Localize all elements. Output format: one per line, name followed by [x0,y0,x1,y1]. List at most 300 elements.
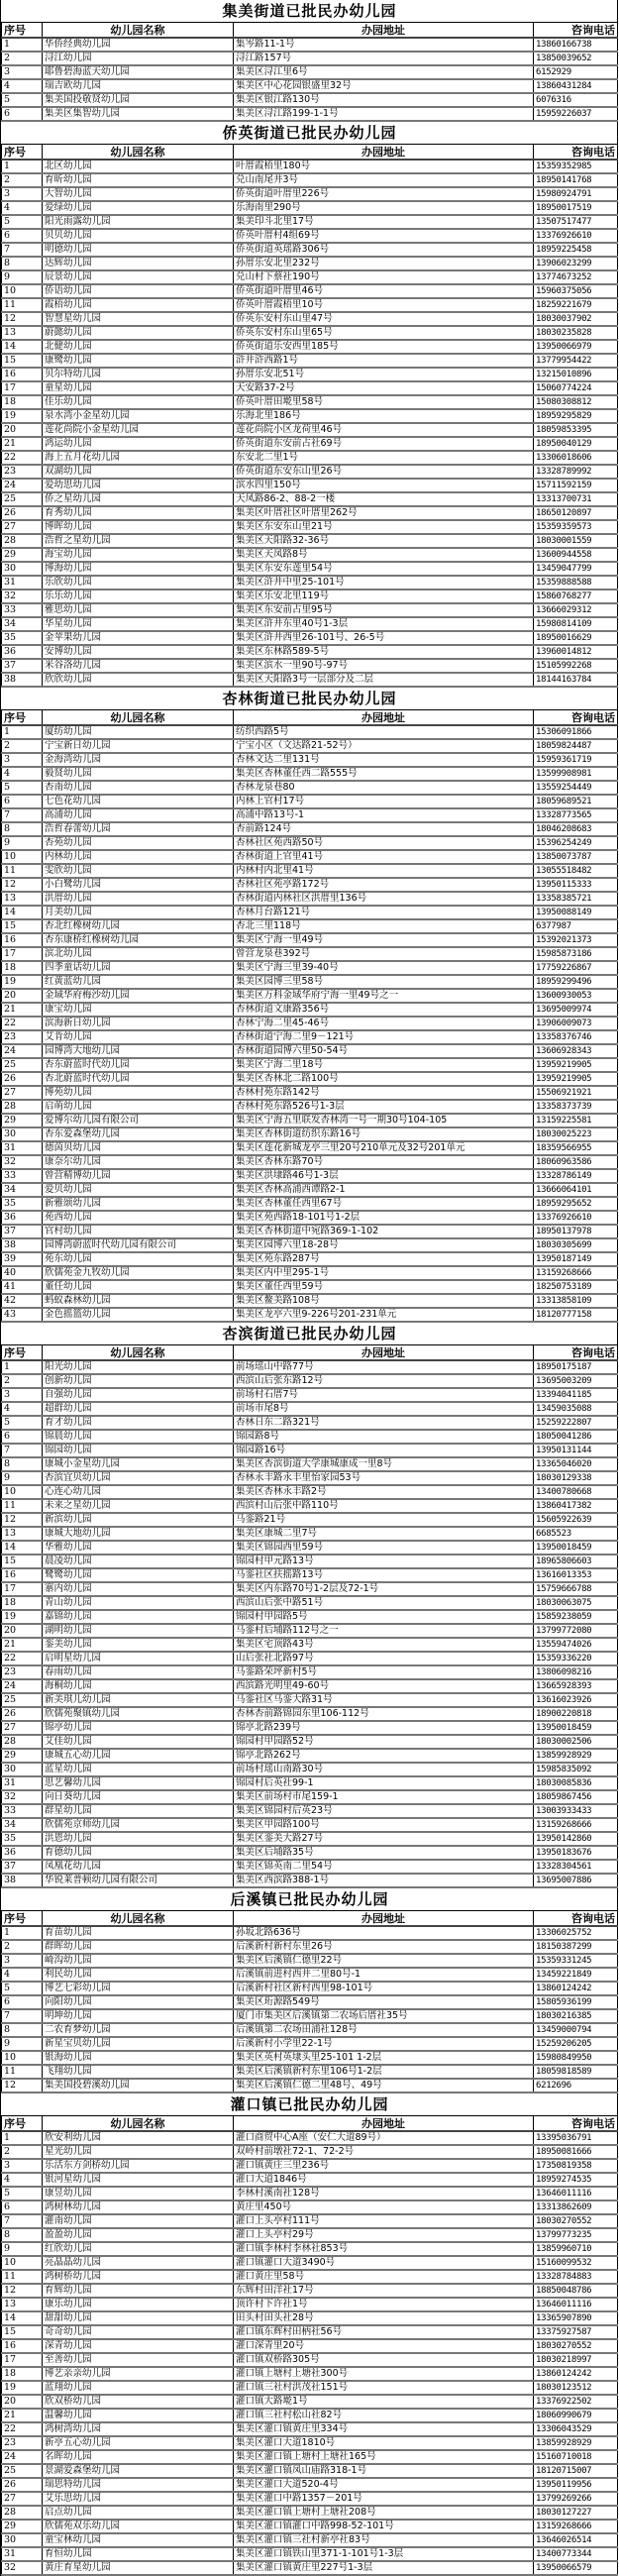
kindergarten-address: 杏林村苑东路142号 [234,1086,534,1100]
table-row [2,2079,618,2093]
table-row [2,257,618,270]
kindergarten-phone: 18030127227 [534,2506,618,2520]
kindergarten-name: 欣儒苑双乐幼儿园 [43,2520,234,2533]
kindergarten-phone: 13799772080 [534,1624,618,1638]
kindergarten-address: 集美区灌口镇黄庄里334号 [234,2422,534,2436]
row-number: 32 [2,1155,43,1169]
kindergarten-phone: 13779954422 [534,354,618,368]
table-row [2,1044,618,1058]
kindergarten-name: 蔚懿幼儿园 [43,326,234,340]
kindergarten-address: 灌口镇黄庄三里236号 [234,2159,534,2173]
kindergarten-phone: 13159225581 [534,1114,618,1127]
table-row [2,1638,618,1652]
kindergarten-address: 集美区叶厝社区叶厝里262号 [234,506,534,520]
kindergarten-address: 集美区乐安北里119号 [234,590,534,603]
kindergarten-address: 集美区浒井中里25-101号 [234,576,534,590]
kindergarten-address: 锦亭北路262号 [234,1749,534,1763]
table-row [2,2051,618,2065]
kindergarten-name: 浩哲之星幼儿园 [43,534,234,548]
kindergarten-name: 杏北蔚蓝时代幼儿园 [43,1072,234,1086]
table-row [2,919,618,933]
row-number: 5 [2,781,43,795]
section-table [1,2093,618,2576]
kindergarten-phone: 13616023926 [534,1693,618,1707]
table-row [2,437,618,451]
kindergarten-phone: 13859928929 [534,1749,618,1763]
kindergarten-name: 博晖幼儿园 [43,520,234,534]
table-row [2,975,618,989]
table-row [2,2173,618,2187]
row-number: 22 [2,451,43,465]
row-number: 3 [2,753,43,767]
kindergarten-phone: 13906009073 [534,1017,618,1030]
kindergarten-address: 集美区灌口镇上塘村上塘社208号 [234,2506,534,2520]
kindergarten-phone: 13358385721 [534,892,618,906]
row-number: 38 [2,1238,43,1252]
kindergarten-phone: 13159268666 [534,1818,618,1832]
kindergarten-address: 集美区苑东路287号 [234,1252,534,1266]
row-number: 14 [2,906,43,919]
kindergarten-address: 灌口镇上塘村上塘社300号 [234,2367,534,2381]
row-number: 9 [2,836,43,850]
table-row [2,107,618,121]
kindergarten-name: 洪恩幼儿园 [43,1832,234,1846]
kindergarten-name: 锦亭幼儿园 [43,1721,234,1735]
kindergarten-phone: 18959299496 [534,975,618,989]
kindergarten-name: 杏南幼儿园 [43,781,234,795]
kindergarten-phone: 15960375056 [534,284,618,298]
kindergarten-address: 孙厝乐安北里232号 [234,257,534,270]
kindergarten-phone: 13959219905 [534,1058,618,1072]
row-number: 3 [2,187,43,201]
kindergarten-phone: 13215010896 [534,368,618,381]
kindergarten-phone: 13459047799 [534,562,618,576]
section-title: 后溪镇已批民办幼儿园 [2,1888,618,1911]
row-number: 1 [2,725,43,739]
row-number: 14 [2,340,43,354]
kindergarten-name: 七色花幼儿园 [43,795,234,808]
kindergarten-phone: 18030235828 [534,326,618,340]
row-number: 30 [2,1127,43,1141]
kindergarten-phone: 18965806603 [534,1555,618,1568]
kindergarten-phone: 15160099532 [534,2256,618,2270]
kindergarten-phone: 13646026514 [534,2533,618,2547]
kindergarten-phone: 13003933433 [534,1804,618,1818]
kindergarten-address: 乐海南里290号 [234,201,534,215]
column-header-name: 幼儿园名称 [43,145,234,161]
table-row [2,1058,618,1072]
kindergarten-phone: 13950119956 [534,2478,618,2492]
kindergarten-address: 集美区灌口大道1810号 [234,2436,534,2450]
row-number: 6 [2,795,43,808]
table-row [2,2381,618,2395]
row-number: 15 [2,2325,43,2339]
kindergarten-name: 月美幼儿园 [43,906,234,919]
kindergarten-phone: 18060990679 [534,2409,618,2422]
kindergarten-name: 海宝幼儿园 [43,548,234,562]
kindergarten-address: 杏林街道宁海二里9－121号 [234,1030,534,1044]
kindergarten-address: 集美区杏林东路70号 [234,1155,534,1169]
kindergarten-address: 集美区灌口镇上塘村上塘社165号 [234,2450,534,2464]
kindergarten-phone: 13950187149 [534,1252,618,1266]
kindergarten-name: 鸿树湾幼儿园 [43,2422,234,2436]
table-row [2,270,618,284]
kindergarten-address: 马銮路21号 [234,1513,534,1527]
kindergarten-name: 金域华府梅沙幼儿园 [43,989,234,1003]
table-row [2,753,618,767]
row-number: 36 [2,645,43,659]
table-row [2,645,618,659]
row-number: 21 [2,1003,43,1017]
kindergarten-phone: 15759666788 [534,1582,618,1596]
kindergarten-name: 凤凰花幼儿园 [43,1860,234,1874]
table-row [2,1968,618,1982]
kindergarten-name: 智慧星幼儿园 [43,312,234,326]
kindergarten-address: 灌口上头亭村29号 [234,2228,534,2242]
section-table [1,122,618,688]
kindergarten-name: 达辉幼儿园 [43,257,234,270]
kindergarten-phone: 13606928343 [534,1044,618,1058]
table-row [2,243,618,257]
kindergarten-phone: 13400773344 [534,2547,618,2561]
row-number: 17 [2,1582,43,1596]
kindergarten-name: 育昕幼儿园 [43,173,234,187]
kindergarten-address: 集美区灌口中路1357－201号 [234,2492,534,2506]
kindergarten-address: 集美区后溪镇仁德里22号 [234,1954,534,1968]
kindergarten-phone: 18046208683 [534,822,618,836]
kindergarten-address: 前场市尾8号 [234,1402,534,1416]
table-row [2,1388,618,1402]
kindergarten-address: 集美区杏林街道中宛路369-1-102 [234,1225,534,1238]
kindergarten-address: 集美区宁海二里18号 [234,1058,534,1072]
row-number: 6 [2,107,43,121]
kindergarten-address: 杏林文达二里131号 [234,753,534,767]
kindergarten-address: 西滨山后张中路51号 [234,1596,534,1610]
table-row [2,2436,618,2450]
kindergarten-address: 高浦中路13号-1 [234,808,534,822]
table-row [2,933,618,947]
row-number: 18 [2,961,43,975]
section-table [1,1323,618,1888]
kindergarten-phone: 15985873186 [534,947,618,961]
table-row [2,2311,618,2325]
kindergarten-name: 二农育梦幼儿园 [43,2023,234,2037]
kindergarten-name: 集美国投敬贤幼儿园 [43,93,234,107]
row-number: 5 [2,1982,43,1995]
table-row [2,1665,618,1679]
table-row [2,2159,618,2173]
row-number: 21 [2,1638,43,1652]
section-title: 集美街道已批民办幼儿园 [2,0,618,23]
row-number: 7 [2,808,43,822]
kindergarten-address: 浔江路157号 [234,52,534,65]
row-number: 25 [2,2464,43,2478]
kindergarten-name: 启点幼儿园 [43,2506,234,2520]
kindergarten-phone: 18250753189 [534,1280,618,1294]
row-number: 28 [2,534,43,548]
table-row [2,2533,618,2547]
row-number: 7 [2,2214,43,2228]
row-number: 10 [2,2051,43,2065]
table-row [2,1860,618,1874]
kindergarten-address: 内林村内北里41号 [234,864,534,878]
kindergarten-phone: 18959274535 [534,2173,618,2187]
kindergarten-address: 杏林宁海二里45-46号 [234,1017,534,1030]
row-number: 26 [2,2478,43,2492]
kindergarten-phone: 15259222807 [534,1416,618,1430]
kindergarten-address: 杏林街道上官里41号 [234,850,534,864]
table-row [2,368,618,381]
table-row [2,229,618,243]
kindergarten-name: 爱贝幼儿园 [43,1183,234,1197]
row-number: 16 [2,933,43,947]
kindergarten-phone: 13306025752 [534,1926,618,1940]
kindergarten-phone: 13375927587 [534,2325,618,2339]
row-number: 37 [2,659,43,673]
row-number: 6 [2,2200,43,2214]
table-row [2,1238,618,1252]
table-row [2,2242,618,2256]
table-row [2,409,618,423]
kindergarten-address: 灌口镇双桥路305号 [234,2353,534,2367]
kindergarten-name: 阳光雨露幼儿园 [43,215,234,229]
table-row [2,1030,618,1044]
table-row [2,590,618,603]
kindergarten-name: 飞翔幼儿园 [43,2065,234,2079]
kindergarten-name: 爱博尔幼儿园有限公司 [43,1114,234,1127]
kindergarten-address: 集美区东安前占里95号 [234,603,534,617]
kindergarten-phone: 13774673252 [534,270,618,284]
row-number: 16 [2,2339,43,2353]
kindergarten-name: 贝贝幼儿园 [43,229,234,243]
column-header-address: 办园地址 [234,145,534,161]
row-number: 29 [2,548,43,562]
row-number: 4 [2,201,43,215]
kindergarten-phone: 13695003209 [534,1374,618,1388]
kindergarten-address: 集美区珩源路549号 [234,1995,534,2009]
table-row [2,767,618,781]
row-number: 39 [2,1252,43,1266]
kindergarten-name: 锦园幼儿园 [43,1444,234,1457]
kindergarten-name: 思艺馨幼儿园 [43,1776,234,1790]
kindergarten-address: 集美区浒井东里40号1-3层 [234,617,534,631]
table-row [2,340,618,354]
row-number: 13 [2,1527,43,1541]
row-number: 35 [2,631,43,645]
row-number: 19 [2,409,43,423]
row-number: 10 [2,850,43,864]
kindergarten-address: 叶厝霞梧里180号 [234,160,534,173]
kindergarten-phone: 18120777158 [534,1308,618,1322]
kindergarten-phone: 13365907890 [534,2311,618,2325]
table-row [2,781,618,795]
kindergarten-name: 自强幼儿园 [43,1388,234,1402]
kindergarten-phone: 15392021373 [534,933,618,947]
kindergarten-phone: 13799773235 [534,2228,618,2242]
kindergarten-address: 莲花尚院小区龙荷里46号 [234,423,534,437]
kindergarten-address: 侨英街道东安东山里26号 [234,465,534,479]
row-number: 4 [2,1968,43,1982]
row-number: 30 [2,562,43,576]
table-row [2,906,618,919]
column-header-no: 序号 [2,1911,43,1927]
kindergarten-address: 灌口深青里20号 [234,2339,534,2353]
kindergarten-phone: 6685523 [534,1527,618,1541]
row-number: 8 [2,2228,43,2242]
kindergarten-phone: 18059818589 [534,2065,618,2079]
row-number: 20 [2,423,43,437]
kindergarten-name: 康鹭幼儿园 [43,354,234,368]
kindergarten-phone: 13860124242 [534,1982,618,1995]
kindergarten-phone: 13313858109 [534,1294,618,1308]
kindergarten-phone: 13159268666 [534,2520,618,2533]
kindergarten-phone: 15396254249 [534,836,618,850]
kindergarten-address: 杏林永丰路永丰里怡家园53号 [234,1471,534,1485]
row-number: 8 [2,257,43,270]
kindergarten-name: 园博湾大地幼儿园 [43,1044,234,1058]
kindergarten-address: 杏林龙泉巷80 [234,781,534,795]
kindergarten-name: 小白鹭幼儿园 [43,878,234,892]
row-number: 5 [2,215,43,229]
table-row [2,79,618,93]
kindergarten-address: 杏林杏前路锦园东里106-112号 [234,1707,534,1721]
kindergarten-name: 春雨幼儿园 [43,1665,234,1679]
table-row [2,989,618,1003]
kindergarten-address: 杏林街道园博六里50-54号 [234,1044,534,1058]
kindergarten-name: 董任幼儿园 [43,1280,234,1294]
kindergarten-name: 瑞吉欧幼儿园 [43,79,234,93]
row-number: 28 [2,2506,43,2520]
table-row [2,2492,618,2506]
kindergarten-name: 超群幼儿园 [43,1402,234,1416]
kindergarten-address: 马銮社区马銮大路31号 [234,1693,534,1707]
row-number: 4 [2,2173,43,2187]
kindergarten-name: 官村幼儿园 [43,1225,234,1238]
column-header-no: 序号 [2,23,43,39]
kindergarten-name: 宁宝新日幼儿园 [43,739,234,753]
kindergarten-address: 孙厝乐安北51号 [234,368,534,381]
row-number: 35 [2,1197,43,1211]
kindergarten-name: 艾佳幼儿园 [43,1735,234,1749]
row-number: 35 [2,1832,43,1846]
kindergarten-address: 集美区宁海三里39-40号 [234,961,534,975]
table-row [2,1402,618,1416]
row-number: 14 [2,2311,43,2325]
kindergarten-name: 瑞思特幼儿园 [43,2478,234,2492]
row-number: 42 [2,1294,43,1308]
kindergarten-address: 集美区宅顶路43号 [234,1638,534,1652]
row-number: 17 [2,947,43,961]
kindergarten-address: 集美区杏林董任西里67号 [234,1197,534,1211]
row-number: 22 [2,2422,43,2436]
row-number: 1 [2,160,43,173]
kindergarten-phone: 13960014812 [534,645,618,659]
kindergarten-name: 华锐莱普顿幼儿园有限公司 [43,1874,234,1887]
kindergarten-name: 海上五月花幼儿园 [43,451,234,465]
table-row [2,1790,618,1804]
row-number: 26 [2,506,43,520]
kindergarten-address: 侨英叶厝田墘里58号 [234,395,534,409]
kindergarten-address: 侨英东安村东山里47号 [234,312,534,326]
table-row [2,201,618,215]
kindergarten-name: 名晖幼儿园 [43,2450,234,2464]
kindergarten-phone: 18950141768 [534,173,618,187]
row-number: 26 [2,1707,43,1721]
kindergarten-address: 杏林社区苑亭路172号 [234,878,534,892]
table-row [2,2187,618,2200]
table-row [2,739,618,753]
table-row [2,465,618,479]
kindergarten-phone: 15359359573 [534,520,618,534]
kindergarten-phone: 13859960710 [534,2242,618,2256]
table-row [2,1874,618,1887]
row-number: 12 [2,312,43,326]
section-title: 侨英街道已批民办幼儿园 [2,122,618,145]
kindergarten-name: 景湖爱森堡幼儿园 [43,2464,234,2478]
kindergarten-name: 康乐幼儿园 [43,2298,234,2311]
column-header-phone: 咨询电话 [534,23,618,39]
kindergarten-address: 孙坂北路636号 [234,1926,534,1940]
kindergarten-phone: 13376926610 [534,1211,618,1225]
table-row [2,1155,618,1169]
row-number: 11 [2,864,43,878]
kindergarten-phone: 13850073787 [534,850,618,864]
kindergarten-address: 锦园村甲园路5号 [234,1610,534,1624]
row-number: 3 [2,2159,43,2173]
row-number: 7 [2,1444,43,1457]
kindergarten-address: 后溪新村社区新村西里98-101号 [234,1982,534,1995]
row-number: 24 [2,1044,43,1058]
kindergarten-phone: 15060774224 [534,381,618,395]
row-number: 8 [2,822,43,836]
row-number: 27 [2,1086,43,1100]
kindergarten-name: 至善幼儿园 [43,2353,234,2367]
kindergarten-name: 杏北红橡树幼儿园 [43,919,234,933]
row-number: 24 [2,1679,43,1693]
kindergarten-phone: 18950081666 [534,2145,618,2159]
kindergarten-address: 灌口商贸中心A座（安仁大道89号） [234,2131,534,2145]
row-number: 19 [2,975,43,989]
kindergarten-name: 银河星幼儿园 [43,2173,234,2187]
table-row [2,1926,618,1940]
kindergarten-name: 康奈尔幼儿园 [43,1155,234,1169]
kindergarten-address: 集美区銮美大路27号 [234,1832,534,1846]
kindergarten-address: 集美区中心花园银盛里32号 [234,79,534,93]
kindergarten-address: 侨英叶厝霞梧里10号 [234,298,534,312]
table-row [2,725,618,739]
kindergarten-name: 温馨幼儿园 [43,2409,234,2422]
table-row [2,1114,618,1127]
kindergarten-name: 向阳幼儿园 [43,1995,234,2009]
kindergarten-address: 集美区莲花新城龙亭三里20号210单元及32号201单元 [234,1141,534,1155]
table-row [2,1582,618,1596]
row-number: 41 [2,1280,43,1294]
table-row [2,492,618,506]
kindergarten-phone: 13859928929 [534,2436,618,2450]
kindergarten-phone: 15980814109 [534,617,618,631]
table-row [2,479,618,492]
table-row [2,2561,618,2575]
row-number: 32 [2,2561,43,2575]
column-header-phone: 咨询电话 [534,2116,618,2132]
row-number: 38 [2,673,43,687]
kindergarten-phone: 15605922639 [534,1513,618,1527]
kindergarten-phone: 13306018606 [534,451,618,465]
kindergarten-name: 杏苑幼儿园 [43,836,234,850]
table-row [2,1940,618,1954]
kindergarten-name: 杏东爱森堡幼儿园 [43,1127,234,1141]
kindergarten-name: 童宝林幼儿园 [43,2533,234,2547]
